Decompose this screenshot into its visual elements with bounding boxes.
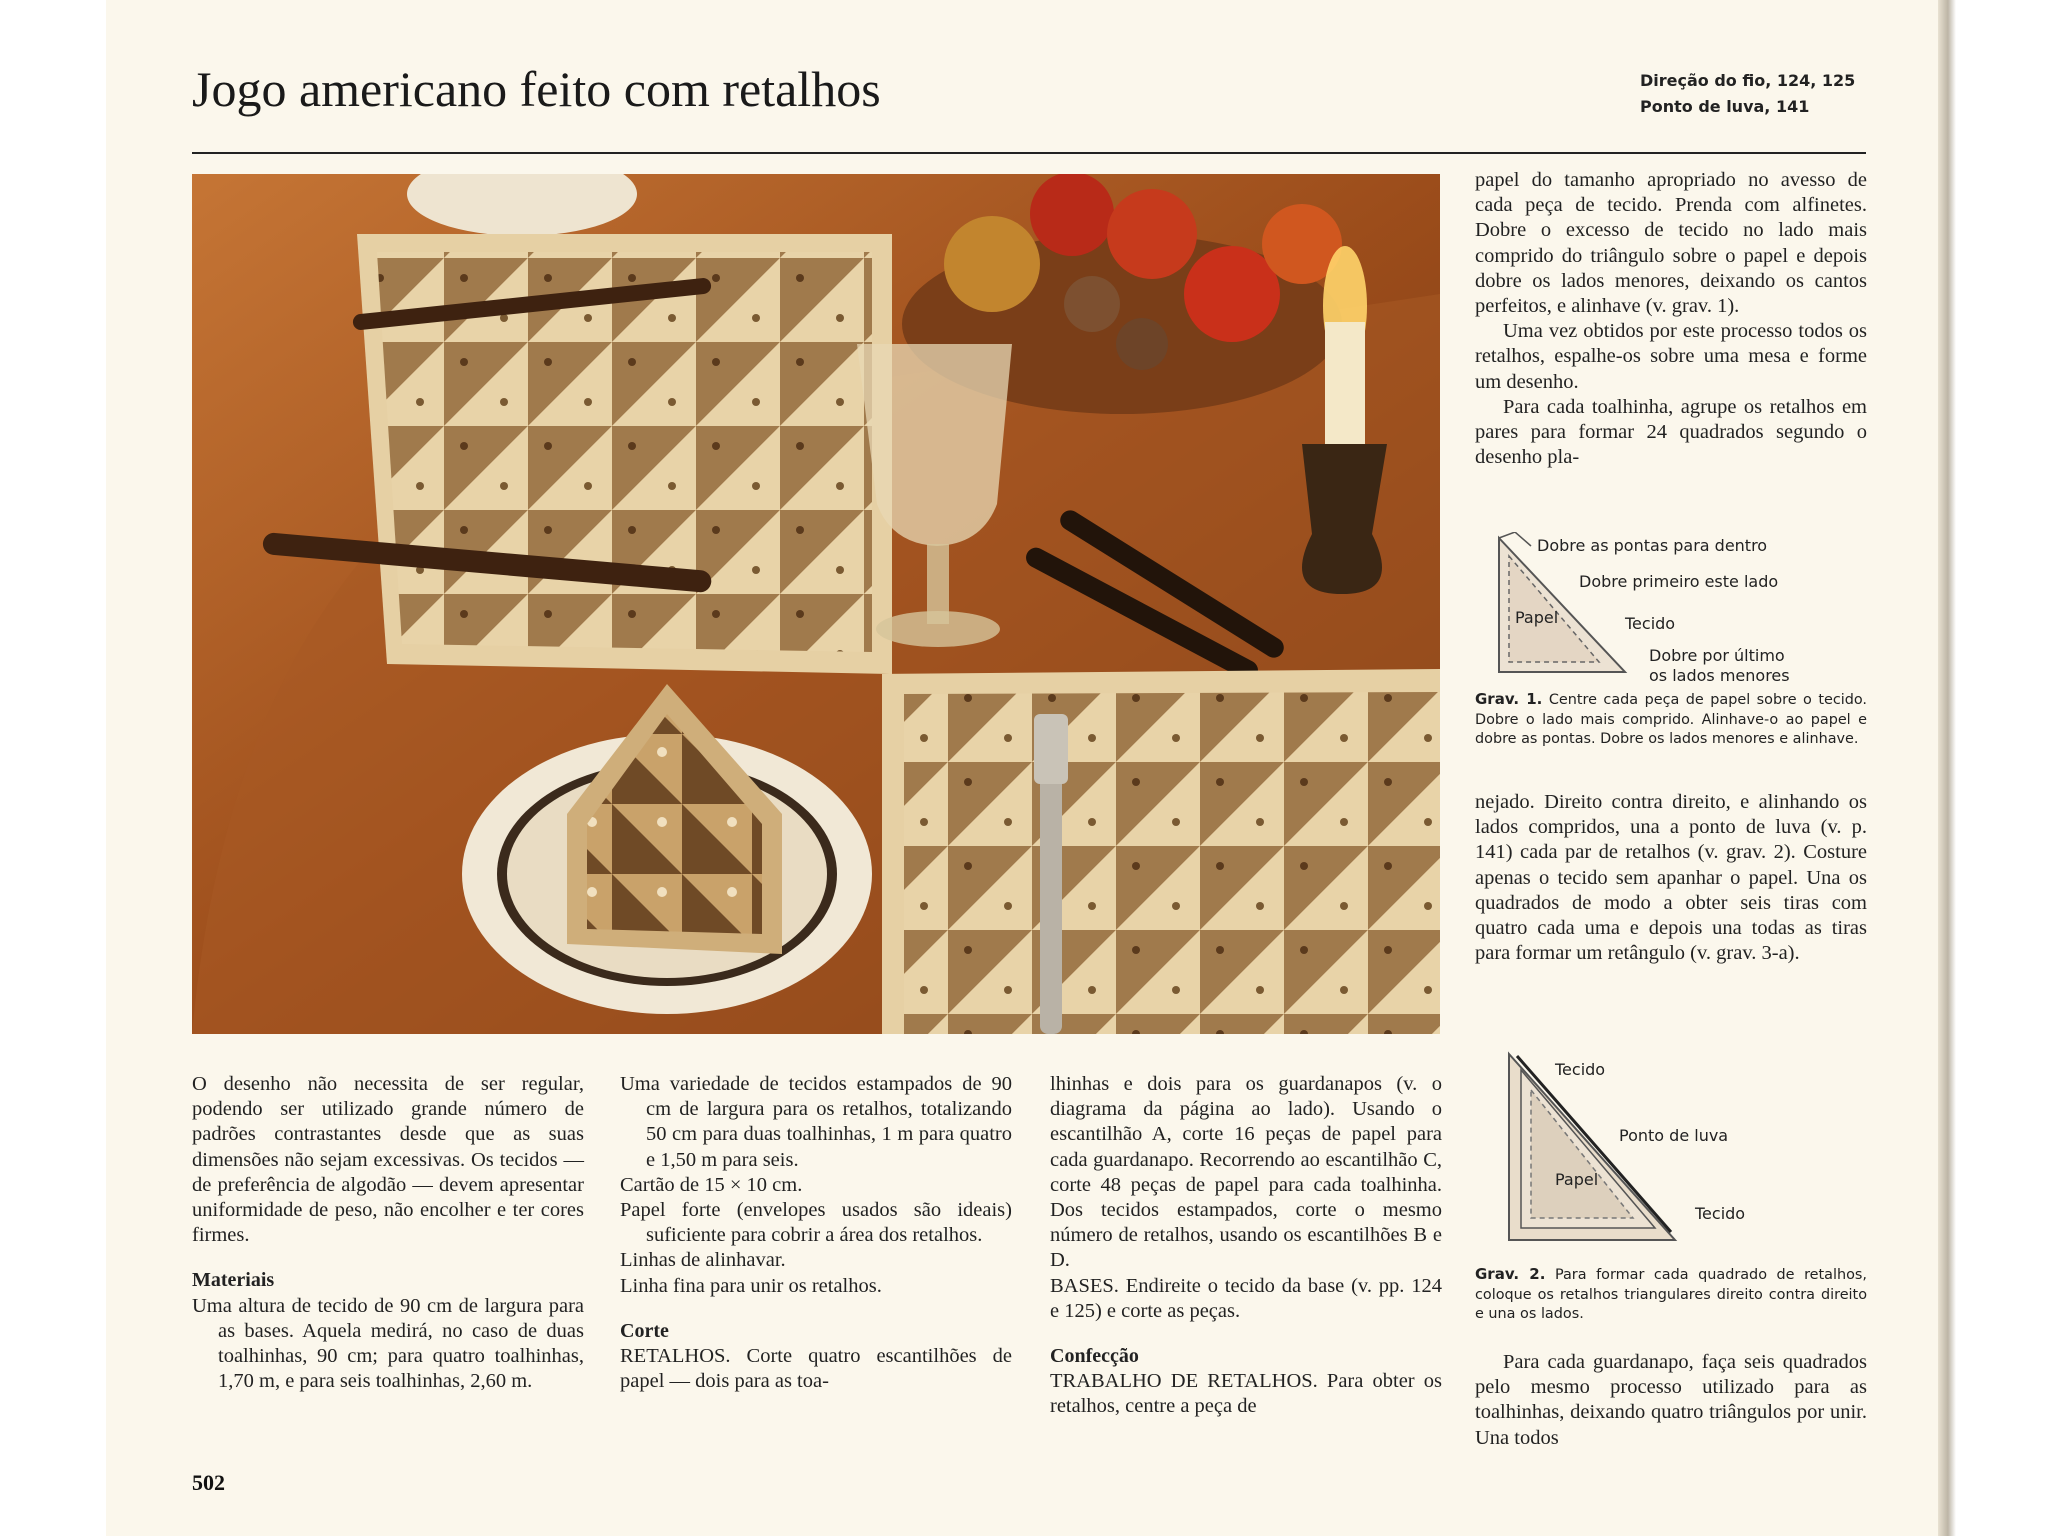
materiais-item-3: Cartão de 15 × 10 cm.	[620, 1173, 803, 1196]
text-column-3	[1050, 1072, 1442, 1420]
materiais-heading: Materiais	[192, 1269, 275, 1292]
fig2-label-overcast: Ponto de luva	[1619, 1126, 1729, 1145]
fig2-label-fabric-bottom: Tecido	[1695, 1204, 1746, 1223]
corte-paragraph: RETALHOS. Corte quatro escantilhões de papel — dois para as toa-	[620, 1345, 1012, 1393]
materiais-item-1: Uma altura de tecido de 90 cm de largura para as bases. Aquela medirá, no caso de duas toalhinhas, 90 cm; para quatro toalhinhas, 1,70 m, e para seis toalhinhas, 2,60 m.	[192, 1294, 584, 1393]
text-column-4c	[1475, 1350, 1867, 1451]
xref-line-1: Direção do fio, 124, 125	[1640, 71, 1856, 90]
figure-1-caption	[1475, 690, 1867, 750]
bases-paragraph: BASES. Endireite o tecido da base (v. pp. 124 e 125) e corte as peças.	[1050, 1274, 1442, 1322]
title-rule	[192, 152, 1866, 154]
fig2-caption-label: Grav. 2.	[1475, 1265, 1546, 1283]
fig1-caption-text: Centre cada peça de papel sobre o tecido. Dobre o lado mais comprido. Alinhave-o ao papel e dobre as pontas. Dobre os lados menores e alinhave.	[1475, 692, 1868, 747]
right-paragraph-3: Para cada toalhinha, agrupe os retalhos em pares para formar 24 quadrados segundo o desenho pla-	[1475, 395, 1867, 469]
text-column-4b	[1475, 790, 1867, 966]
confeccao-heading: Confecção	[1050, 1345, 1139, 1368]
intro-paragraph: O desenho não necessita de ser regular, podendo ser utilizado grande número de padrões contrastantes desde que as suas dimensões não sejam excessivas. Os tecidos — de preferência de algodão — devem apresentar uniformidade de peso, não encolher e ter cores firmes.	[192, 1073, 584, 1247]
materiais-item-6: Linha fina para unir os retalhos.	[620, 1274, 882, 1297]
materiais-item-4: Papel forte (envelopes usados são ideais) suficiente para cobrir a área dos retalhos.	[620, 1199, 1012, 1247]
xref-line-2: Ponto de luva, 141	[1640, 97, 1810, 116]
placemat-photo	[192, 174, 1440, 1034]
figure-2-drawing	[1505, 1050, 1685, 1250]
corte-heading: Corte	[620, 1319, 669, 1342]
right-paragraph-2: Uma vez obtidos por este processo todos os retalhos, espalhe-os sobre uma mesa e forme um desenho.	[1475, 320, 1867, 393]
text-column-4	[1475, 168, 1867, 470]
materiais-item-2: Uma variedade de tecidos estampados de 90 cm de largura para os retalhos, totalizando 50 cm para duas toalhinhas, 1 m para quatro e 1,50 m para seis.	[620, 1073, 1012, 1171]
right-paragraph-1: papel do tamanho apropriado no avesso de cada peça de tecido. Prenda com alfinetes. Dobre o excesso de tecido no lado mais comprido do triângulo sobre o papel e depois dobre os lados menores, deixando os cantos perfeitos, e alinhave (v. grav. 1).	[1475, 169, 1867, 318]
fig2-caption-text: Para formar cada quadrado de retalhos, coloque os retalhos triangulares direito contra direito e una os lados.	[1475, 1267, 1867, 1322]
placemat-photo-drawing	[192, 174, 1440, 1034]
confeccao-paragraph: TRABALHO DE RETALHOS. Para obter os retalhos, centre a peça de	[1050, 1370, 1442, 1418]
fig1-caption-label: Grav. 1.	[1475, 690, 1543, 708]
right-paragraph-4: nejado. Direito contra direito, e alinhando os lados compridos, una a ponto de luva (v. p. 141) cada par de retalhos (v. grav. 2). Costure apenas o tecido sem apanhar o papel. Una os quadrados de modo a obter seis tiras com quatro cada uma e depois una todas as tiras para formar um retângulo (v. grav. 3-a).	[1475, 791, 1867, 965]
figure-1	[1475, 530, 1875, 690]
fig1-label-fold-last-1: Dobre por último	[1649, 646, 1785, 665]
right-paragraph-5: Para cada guardanapo, faça seis quadrados pelo mesmo processo utilizado para as toalhinhas, deixando quatro triângulos por unir. Una todos	[1475, 1351, 1867, 1449]
corte-continued: lhinhas e dois para os guardanapos (v. o diagrama da página ao lado). Usando o escantilhão A, corte 16 peças de papel para cada guardanapo. Recorrendo ao escantilhão C, corte 48 peças de papel para cada toalhinha. Dos tecidos estampados, corte o mesmo número de retalhos, usando os escantilhões B e D.	[1050, 1073, 1442, 1272]
page-title: Jogo americano feito com retalhos	[192, 61, 881, 117]
fig1-label-fold-first: Dobre primeiro este lado	[1579, 572, 1779, 591]
figure-2	[1475, 1050, 1875, 1260]
cross-reference	[1640, 68, 1855, 120]
fig1-label-fold-points: Dobre as pontas para dentro	[1537, 536, 1768, 555]
fig1-label-fold-last-2: os lados menores	[1649, 666, 1790, 685]
text-column-2	[620, 1072, 1012, 1394]
page-number: 502	[192, 1470, 225, 1495]
page-gutter-shadow	[1938, 0, 1956, 1536]
fig2-label-paper: Papel	[1555, 1170, 1599, 1189]
fig1-label-fabric: Tecido	[1625, 614, 1676, 633]
materiais-item-5: Linhas de alinhavar.	[620, 1249, 786, 1272]
fig2-label-fabric-top: Tecido	[1555, 1060, 1606, 1079]
figure-2-caption	[1475, 1265, 1867, 1325]
text-column-1	[192, 1072, 584, 1394]
fig1-label-paper: Papel	[1515, 608, 1559, 627]
